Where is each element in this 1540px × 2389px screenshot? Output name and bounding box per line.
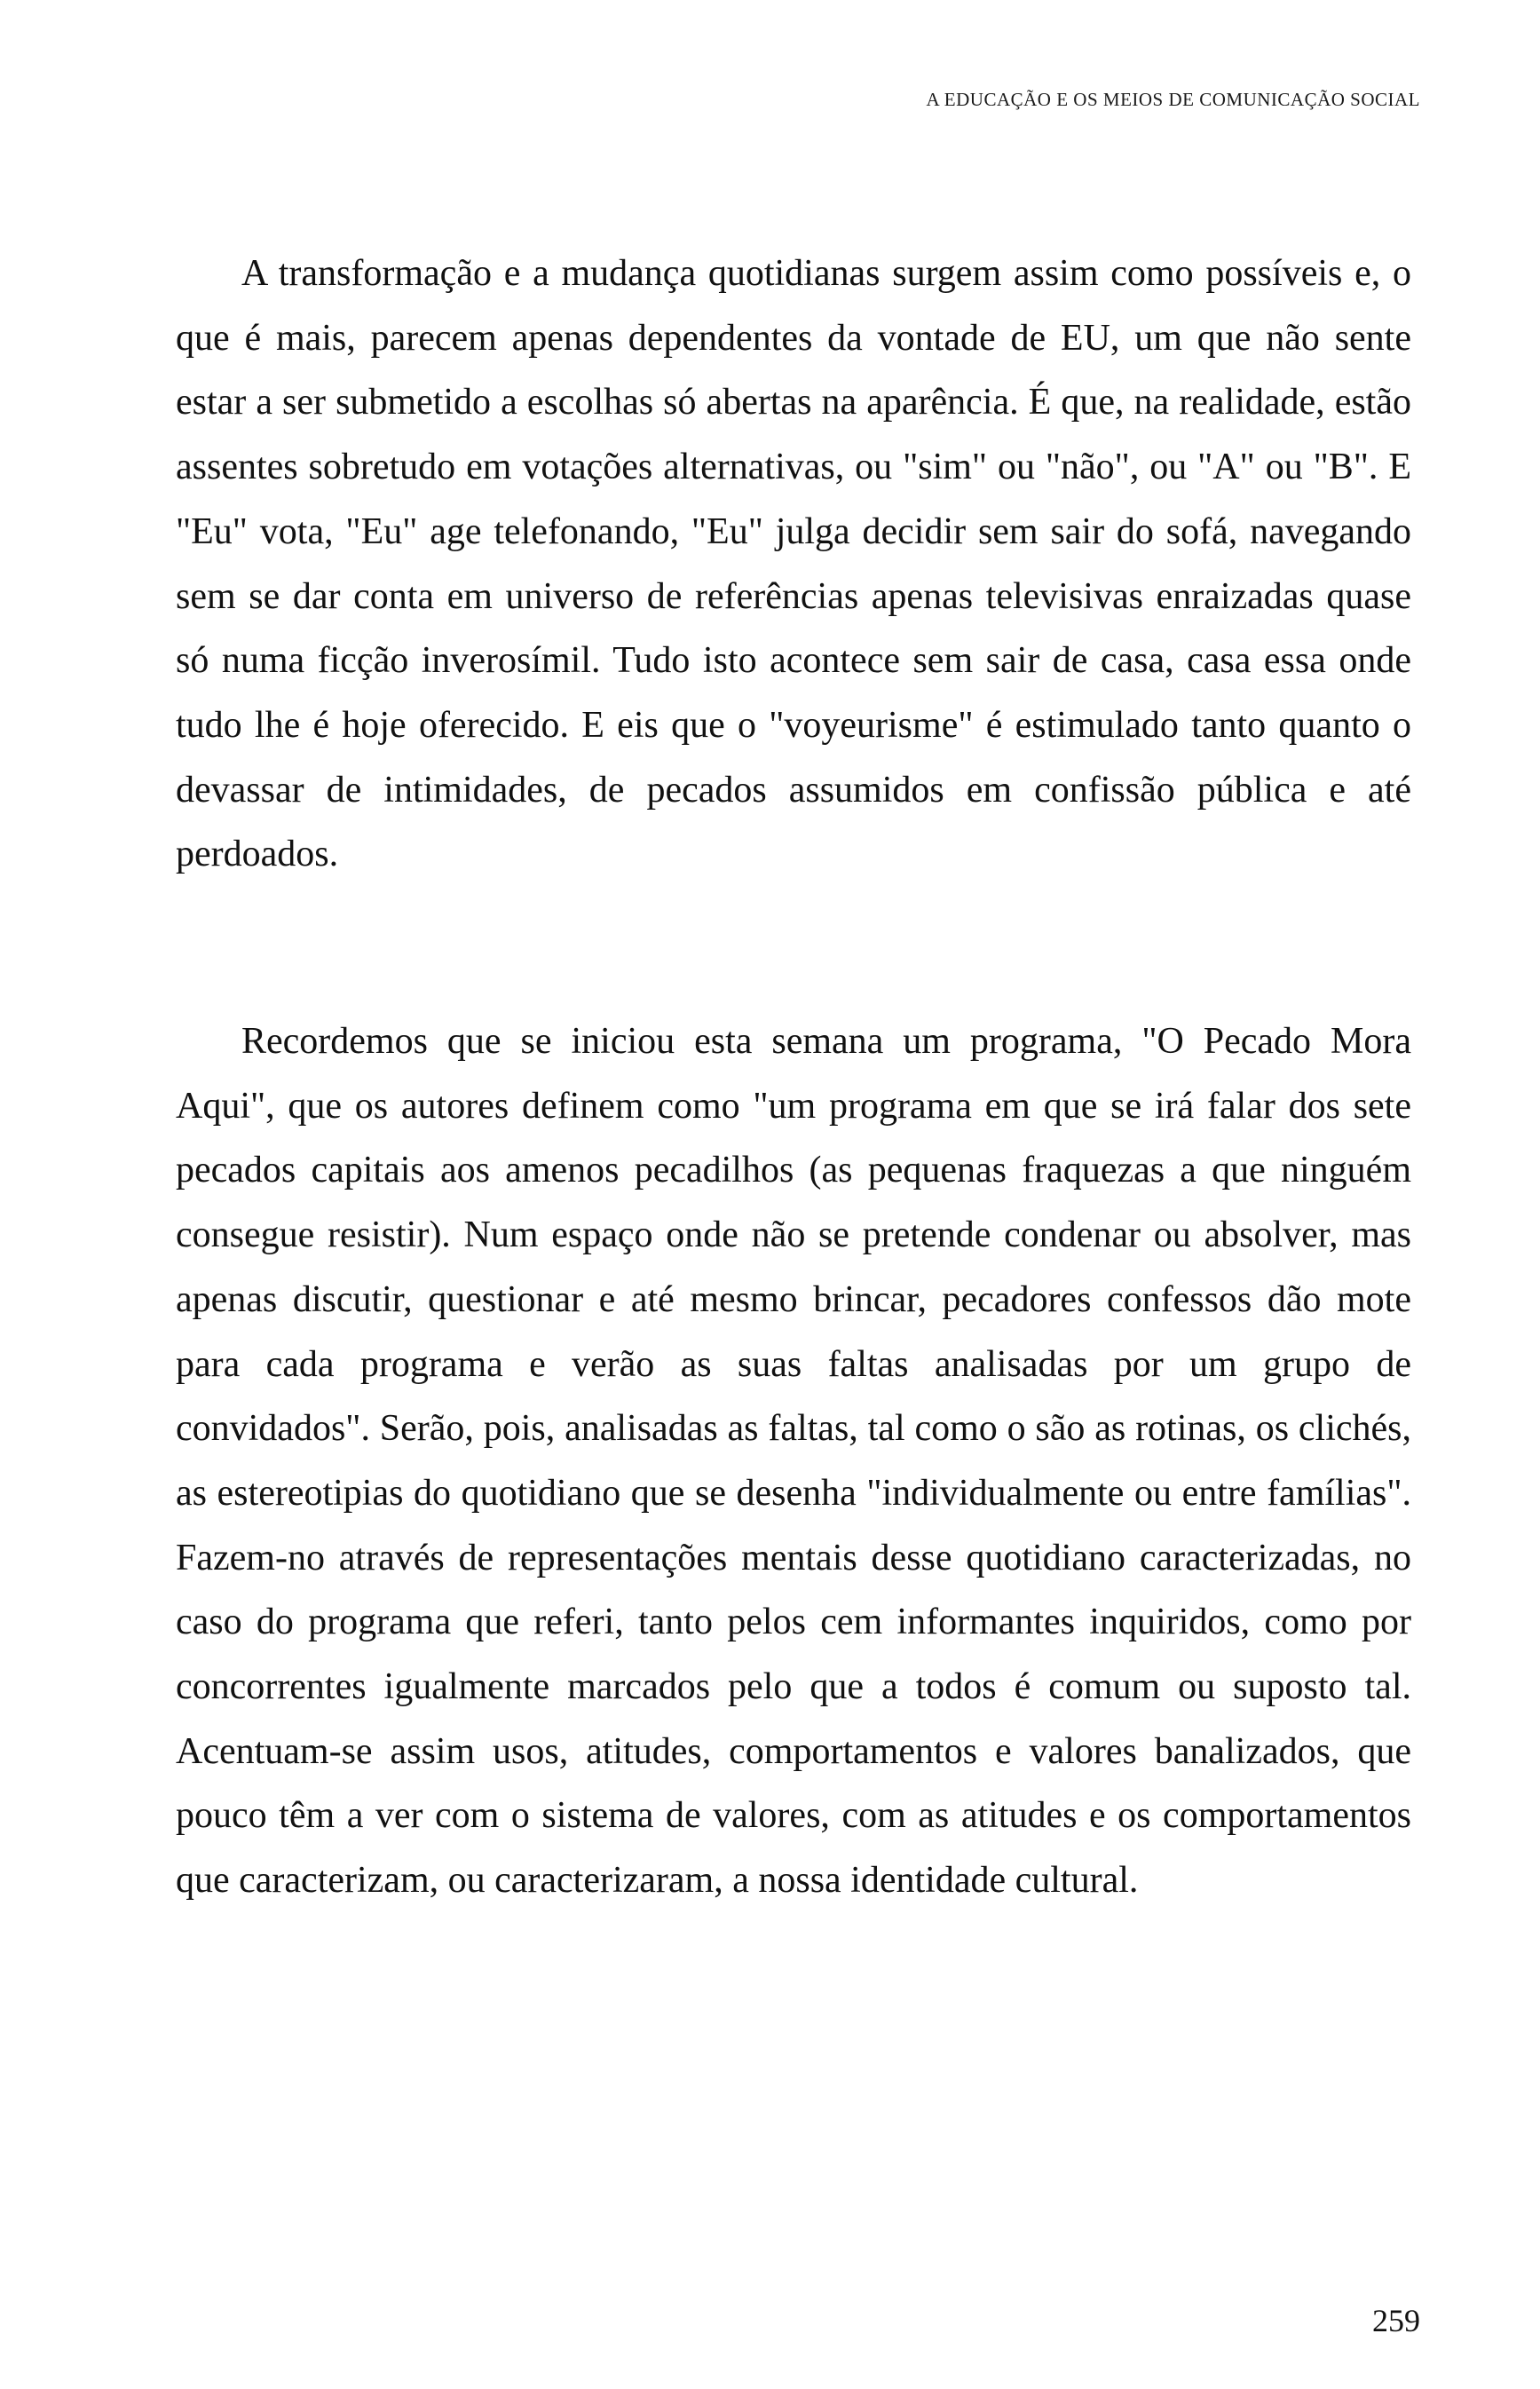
running-header: A EDUCAÇÃO E OS MEIOS DE COMUNICAÇÃO SOCIAL — [926, 89, 1420, 110]
page-number: 259 — [1372, 2303, 1420, 2338]
body-paragraph-2: Recordemos que se iniciou esta semana um programa, "O Pecado Mora Aqui", que os autores definem como "um programa em que se irá falar dos sete pecados capitais aos amenos pecadilhos (as pequenas fraquezas a que ninguém consegue resistir). Num espaço onde não se pretende condenar ou absolver, mas apenas discutir, questionar e até mesmo brincar, pecadores confessos dão mote para cada programa e verão as suas faltas analisadas por um grupo de convidados". Serão, pois, analisadas as faltas, tal como o são as rotinas, os clichés, as estereotipias do quotidiano que se desenha "individualmente ou entre famílias". Fazem-no através de representações mentais desse quotidiano caracterizadas, no caso do programa que referi, tanto pelos cem informantes inquiridos, como por concorrentes igualmente marcados pelo que a todos é comum ou suposto tal. Acentuam-se assim usos, atitudes, comportamentos e valores banalizados, que pouco têm a ver com o sistema de valores, com as atitudes e os comportamentos que caracterizam, ou caracterizaram, a nossa identidade cultural. — [176, 1021, 1411, 1902]
body-paragraph-1: A transformação e a mudança quotidianas surgem assim como possíveis e, o que é mais, parecem apenas dependentes da vontade de EU, um que não sente estar a ser submetido a escolhas só abertas na aparência. É que, na realidade, estão assentes sobretudo em votações alternativas, ou "sim" ou "não", ou "A" ou "B". E "Eu" vota, "Eu" age telefonando, "Eu" julga decidir sem sair do sofá, navegando sem se dar conta em universo de referências apenas televisivas enraizadas quase só numa ficção inverosímil. Tudo isto acontece sem sair de casa, casa essa onde tudo lhe é hoje oferecido. E eis que o "voyeurisme" é estimulado tanto quanto o devassar de intimidades, de pecados assumidos em confissão pública e até perdoados. — [176, 253, 1411, 875]
